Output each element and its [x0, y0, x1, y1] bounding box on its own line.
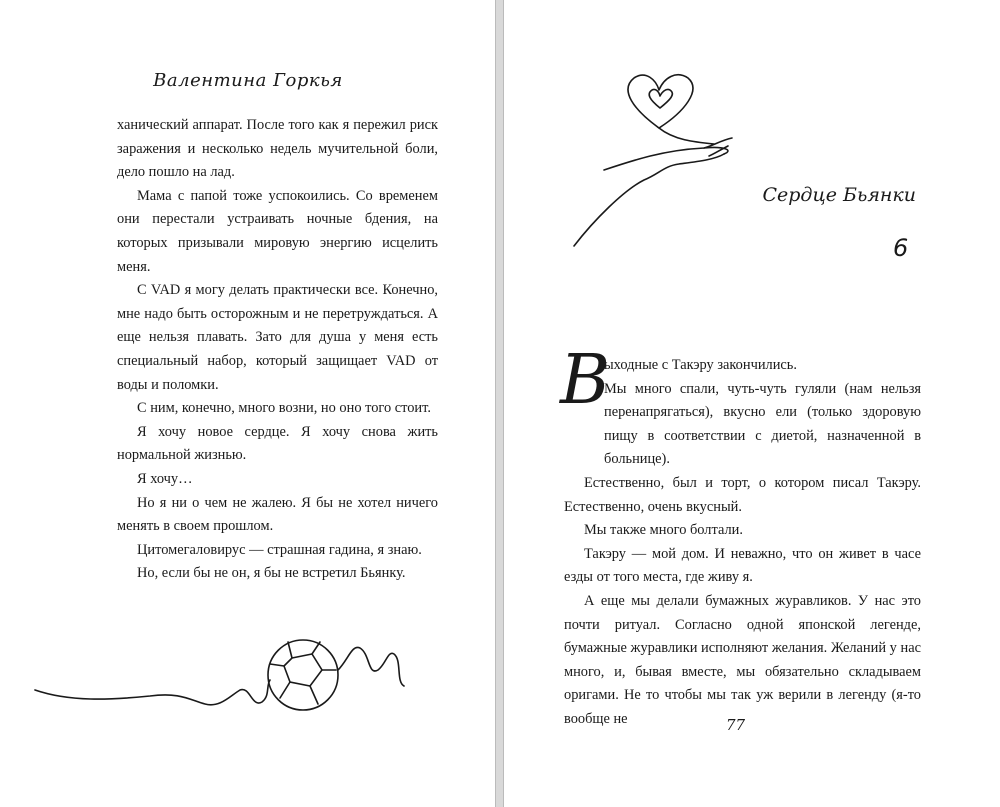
left-page — [0, 0, 496, 807]
chapter-title: Сердце Бьянки — [762, 184, 916, 206]
right-paragraph: Такэру — мой дом. И неважно, что он живет в часе езды от того места, где живу я. — [564, 545, 921, 586]
left-paragraph: Мама с папой тоже успокоились. Со временем они перестали устраивать ночные бдения, на которых призывали мировую энергию исцелить меня. — [117, 187, 438, 275]
right-paragraph: Мы много спали, чуть-чуть гуляли (нам нельзя перенапрягаться), вкусно ели (только здоровую пищу в соответствии с диетой, назначенной в больнице). — [604, 380, 921, 468]
left-paragraph: С ним, конечно, много возни, но оно того стоит. — [137, 400, 431, 417]
left-paragraph: Но, если бы не он, я бы не встретил Бьянку. — [137, 565, 406, 582]
left-paragraph: Я хочу новое сердце. Я хочу снова жить нормальной жизнью. — [117, 423, 438, 464]
left-paragraph: Цитомегаловирус — страшная гадина, я знаю. — [137, 541, 422, 558]
left-paragraph: Я хочу… — [137, 470, 193, 487]
right-paragraph: А еще мы делали бумажных журавликов. У нас это почти ритуал. Согласно одной японской легенде, бумажные журавлики исполняют желания. Желаний у нас много, и, бывая вместе, мы обязательно складываем оригами. Не то чтобы мы так уж верили в легенду (я-то вообще не — [564, 592, 921, 727]
right-paragraph: Мы также много болтали. — [584, 522, 743, 539]
hand-heart-illustration — [564, 70, 754, 260]
drop-cap: В — [560, 341, 610, 420]
right-body-text — [564, 354, 921, 732]
chapter-number: 6 — [893, 234, 909, 262]
running-head: Валентина Горкья — [153, 70, 343, 91]
right-page — [503, 0, 1000, 807]
page-number: 77 — [726, 716, 746, 734]
left-paragraph: Но я ни о чем не жалею. Я бы не хотел ничего менять в своем прошлом. — [117, 494, 438, 535]
left-paragraph: С VAD я могу делать практически все. Конечно, мне надо быть осторожным и не перетруждаться. А еще нельзя плавать. Зато для душа у меня есть специальный набор, который защищает VAD от воды и поломки. — [117, 282, 438, 393]
soccer-ball-illustration — [30, 630, 450, 730]
right-paragraph: Естественно, был и торт, о котором писал Такэру. Естественно, очень вкусный. — [564, 474, 921, 515]
right-paragraph: ыходные с Такэру закончились. — [604, 357, 797, 373]
left-paragraph: ханический аппарат. После того как я пережил риск заражения и несколько недель мучительной боли, дело пошло на лад. — [117, 117, 438, 181]
